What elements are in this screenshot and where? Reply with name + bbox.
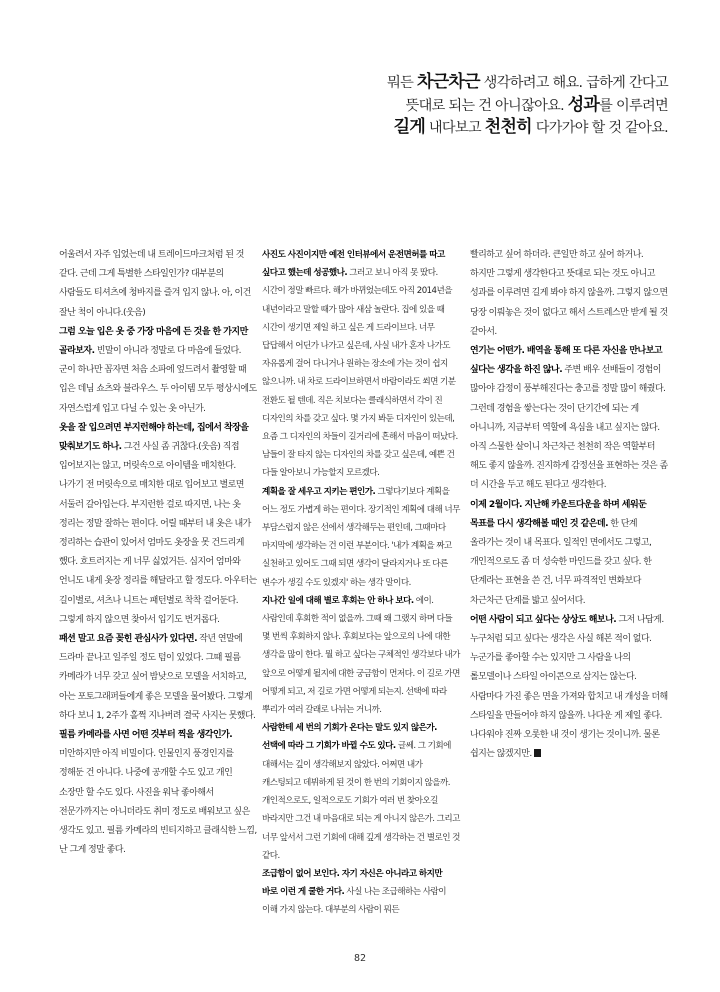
- article-paragraph: [262, 483, 460, 592]
- pull-quote-emphasis: 길게: [393, 117, 426, 137]
- article-paragraph: [470, 246, 668, 342]
- interview-question: 패션 말고 요즘 꽂힌 관심사가 있다면.: [59, 634, 197, 645]
- page-number: 82: [353, 953, 367, 964]
- interview-answer: 에이. 사람인데 후회한 적이 없을까. 그때 왜 그랬지 하며 다들 몇 번씩 후회하지 않나. 후회보다는 앞으로의 나에 대한 생각을 많이 한다. 뭘 하고 싶다는 구체적인 생각보다 내가 앞으로 어떻게 될지에 대한 궁금함이 먼저다. 이 길로 가면 어떻게 되고, 저 길로 가면 어떻게 되는지. 선택에 따라 뿌리가 여러 갈래로 나뉘는 거니까.: [262, 595, 460, 716]
- pull-quote-text: 생각하려고 해요. 급하게 간다고: [479, 75, 668, 91]
- interview-answer: 주변 배우 선배들이 경험이 많아야 감정이 풍부해진다는 충고를 정말 많이 해줬다. 그런데 경험을 쌓는다는 것이 단기간에 되는 게 아니니까, 지금부터 역할에 욕심을 내고 싶지는 않다. 아직 스물한 살이니 차근차근 천천히 작은 역할부터 해도 좋지 않을까. 진지하게 감정선을 표현하는 것은 좀 더 시간을 두고 해도 된다고 생각한다.: [470, 365, 668, 491]
- article-paragraph: [262, 246, 460, 483]
- interview-answer: 한 단계 올라가는 것이 내 목표다. 일적인 면에서도 그렇고, 개인적으로도 좀 더 성숙한 마인드를 갖고 싶다. 한 단계라는 표현을 쓴 건, 너무 파격적인 변화보다 차근차근 단계를 밟고 싶어서다.: [470, 518, 652, 606]
- interview-answer: 빈말이 아니라 정말로 다 마음에 들었다. 군이 하나만 꼽자면 처음 소파에 엎드려서 촬영할 때 입은 데님 쇼츠와 블라우스. 두 아이템 모두 평상시에도 자연스럽게 입고 다닐 수 있는 옷 아닌가.: [59, 346, 257, 414]
- article-paragraph: [59, 246, 257, 323]
- pull-quote-emphasis: 차근차근: [416, 72, 480, 92]
- end-mark-icon: [534, 749, 541, 757]
- article-column-2: [262, 246, 460, 920]
- article-paragraph: [59, 630, 257, 726]
- interview-question: 사람한테 세 번의 기회가 온다는 말도 있지 않은가. 선택에 따라 그 기회가 바뀔 수도 있다.: [262, 723, 437, 752]
- interview-question: 옷을 잘 입으려면 부지런해야 하는데, 집에서 착장을 맞춰보기도 하나.: [59, 422, 249, 453]
- article-paragraph: [262, 865, 460, 920]
- interview-answer: 작년 연말에 드라마 끝나고 일주일 정도 텀이 있었다. 그때 필름 카메라가 너무 갖고 싶어 밤낮으로 모델을 서치하고, 아는 포토그래퍼들에게 좋은 모델을 물어봤다. 그렇게 하다 보니 1, 2주가 홀쩍 지나버려 결국 사지는 못했다.: [59, 634, 256, 721]
- interview-question: 필름 카메라를 사면 어떤 것부터 찍을 생각인가.: [59, 730, 233, 741]
- article-paragraph: [262, 719, 460, 865]
- article-paragraph: [59, 419, 257, 630]
- pull-quote-line: [248, 72, 668, 95]
- interview-answer: 빨리하고 싶어 하더라. 큰일만 하고 싶어 하거나. 하지만 그렇게 생각한다고 뜻대로 되는 것도 아니고 성과를 이루려면 길게 봐야 하지 않을까. 그렇지 않으면 당장 이뤄놓은 것이 없다고 해서 스트레스만 받게 될 것 같아서.: [470, 250, 668, 337]
- interview-question: 사진도 사진이지만 예전 인터뷰에서 운전면허를 따고 싶다고 했는데 성공했나.: [262, 250, 445, 279]
- interview-question: 연기는 어떤가. 배역을 통해 또 다른 자신을 만나보고 싶다는 생각을 하진 않나.: [470, 346, 662, 376]
- article-column-3: [470, 246, 668, 764]
- interview-answer: 그러고 보니 아직 못 땄다. 시간이 정말 빠르다. 해가 바뀌었는데도 아직 2014년을 내년이라고 말할 때가 많아 새삼 놀란다. 집에 있을 때 시간이 생기면 제일 하고 싶은 게 드라이브다. 너무 답답해서 어딘가 나가고 싶은데, 사실 내가 혼자 나가도 자유롭게 걸어 다니거나 원하는 장소에 가는 것이 쉽지 않으니까. 내 차로 드라이브하면서 바람이라도 쐬면 기분 전환도 될 텐데. 직은 치보다는 클래식하면서 각이 진 디자인의 차를 갖고 싶다. 몇 가지 봐둔 디자인이 있는데, 요즘 그 디자인의 차들이 길거리에 흔해서 마음이 떠났다. 남들이 잘 타지 않는 디자인의 차를 갖고 싶은데, 예쁜 건 다들 알아보니 가능할지 모르겠다.: [262, 268, 458, 479]
- interview-answer: 사실 나는 조급해하는 사람이 이해 가지 않는다. 대부분의 사람이 뭐든: [262, 887, 446, 916]
- interview-question: 그럼 오늘 입은 옷 중 가장 마음에 든 것을 한 가지만 골라보자.: [59, 326, 248, 357]
- article-paragraph: [59, 726, 257, 860]
- interview-answer: 그렇다기보다 계획을 어느 정도 가볍게 하는 편이다. 장기적인 계획에 대해 너무 부담스럽지 않은 선에서 생각해두는 편인데, 그때마다 마지막에 생각하는 건 이런 부분이다. '내가 계획을 짜고 실천하고 있어도 그때 되면 생각이 달라지거나 또 다른 변수가 생길 수도 있겠지' 하는 생각 말이다.: [262, 486, 460, 588]
- article-column-1: [59, 246, 257, 861]
- pull-quote-line: [248, 95, 668, 118]
- pull-quote-emphasis: 성과: [567, 94, 600, 115]
- interview-question: 계획을 잘 세우고 지키는 편인가.: [262, 486, 376, 497]
- article-paragraph: [470, 611, 668, 765]
- interview-question: 이제 2월이다. 지난해 카운트다운을 하며 세워둔 목표를 다시 생각해볼 때인 것 같은데.: [470, 499, 647, 529]
- article-paragraph: [59, 323, 257, 419]
- pull-quote-text: 뜻대로 되는 건 아니잖아요.: [405, 97, 568, 114]
- pull-quote-text: 뭐든: [387, 75, 417, 91]
- interview-answer: 미안하지만 아직 비밀이다. 인물인지 풍경인지를 정해둔 건 아니다. 나중에 공개할 수도 있고 개인 소장만 할 수도 있다. 사진을 워낙 좋아해서 전문가까지는 아니더라도 취미 정도로 배워보고 싶은 생각도 있고. 필름 카메라의 빈티지하고 클래식한 느낌, 난 그게 정말 좋다.: [59, 749, 257, 856]
- interview-question: 조급함이 없어 보인다. 자기 자신은 아니라고 하지만 바로 이런 게 쿨한 거다.: [262, 868, 443, 898]
- interview-answer: 글쎄. 그 기회에 대해서는 깊이 생각해보지 않았다. 어쩌면 내가 캐스팅되고 데뷔하게 된 것이 한 번의 기회이지 않을까. 개인적으로도, 일적으로도 기회가 여러 번 찾아오길 바라지만 그건 내 마음대로 되는 게 아니지 않은가. 그리고 너무 앞서서 그런 기회에 대해 깊게 생각하는 건 별로인 것 같다.: [262, 741, 460, 861]
- pull-quote-emphasis: 천천히: [484, 117, 532, 137]
- pull-quote: [248, 72, 668, 140]
- pull-quote-text: 를 이루려면: [599, 97, 668, 114]
- pull-quote-text: 내다보고: [425, 120, 485, 136]
- interview-question: 어떤 사람이 되고 싶다는 상상도 해보나.: [470, 614, 617, 625]
- pull-quote-line: [248, 117, 668, 140]
- article-paragraph: [470, 342, 668, 496]
- interview-answer: 그저 나답게. 누구처럼 되고 싶다는 생각은 사실 해본 적이 없다. 누군가를 좋아할 수는 있지만 그 사람을 나의 롤모델이나 스타일 아이콘으로 삼지는 않는다. 사람마다 가진 좋은 면을 가져와 합치고 내 개성을 더해 스타일을 만들어야 하지 않을까. 나다운 게 제일 좋다. 나다워야 진짜 오롯한 내 것이 생기는 것이니까. 물론 쉽지는 않겠지만.: [470, 614, 668, 760]
- interview-question: 지나간 일에 대해 별로 후회는 안 하나 보다.: [262, 595, 414, 606]
- pull-quote-text: 다가가야 할 것 같아요.: [531, 120, 668, 136]
- article-paragraph: [262, 592, 460, 719]
- article-paragraph: [470, 496, 668, 611]
- interview-answer: 어울려서 자주 입었는데 내 트레이드마크처럼 된 것 같다. 근데 그게 특별한 스타일인가? 대부분의 사람들도 티셔츠에 청바지를 즐겨 입지 않나. 아, 이건 잘난 척이 아니다.(웃음): [59, 250, 251, 318]
- interview-answer: 그건 사실 좀 귀찮다.(웃음) 직접 입어보지는 않고, 머릿속으로 아이템을 매치한다. 나가기 전 머릿속으로 매치한 대로 입어보고 별로면 서둘러 갈아입는다. 부지런한 걸로 따지면, 나는 옷 정리는 정말 잘하는 편이다. 어릴 때부터 내 옷은 내가 정리하는 습관이 있어서 엄마도 옷장을 못 건드리게 했다. 흐트러지는 게 너무 싫었거든. 심지어 엄마와 언니도 내게 옷장 정리를 해달라고 할 정도다. 아우터는 길이별로, 셔츠나 니트는 패턴별로 착착 걸어둔다. 그렇게 하지 않으면 찾아서 입기도 번거롭다.: [59, 442, 257, 625]
